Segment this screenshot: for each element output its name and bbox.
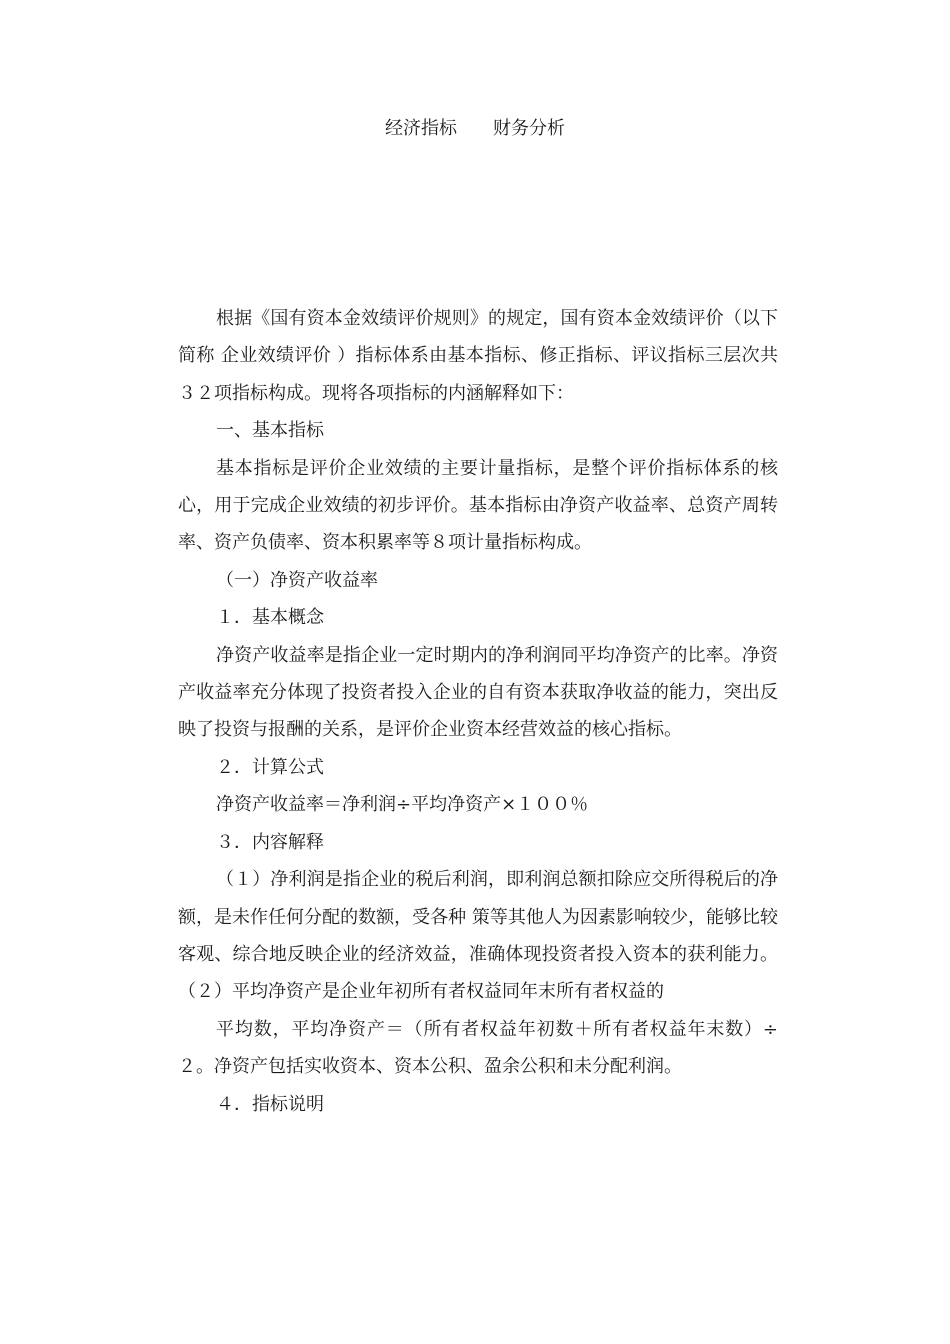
paragraph-intro: 根据《国有资本金效绩评价规则》的规定，国有资本金效绩评价（以下简称 企业效绩评价 ）指标体系由基本指标、修正指标、评议指标三层次共３２项指标构成。现将各项指标的内涵解释如下： <box>178 308 778 404</box>
paragraph-formula: 净资产收益率＝净利润÷平均净资产×１００％ <box>216 794 589 816</box>
item-heading-basic-concept: １．基本概念 <box>216 607 324 629</box>
subsection-heading-roe: （一）净资产收益率 <box>216 569 378 591</box>
item-heading-content-explanation: ３．内容解释 <box>216 831 324 853</box>
paragraph-net-profit: （１）净利润是指企业的税后利润，即利润总额扣除应交所得税后的净额，是未作任何分配的数额，受各种 策等其他人为因素影响较少，能够比较客观、综合地反映企业的经济效益，准确体现投资者投入资本的获利能力。（２）平均净资产是企业年初所有者权益同年末所有者权益的 <box>178 869 778 1003</box>
paragraph-average-net-assets: 平均数，平均净资产＝（所有者权益年初数＋所有者权益年末数）÷２。净资产包括实收资本、资本公积、盈余公积和未分配利润。 <box>178 1018 778 1078</box>
document-title: 经济指标 财务分析 <box>385 118 565 139</box>
section-heading-basic-indicators: 一、基本指标 <box>216 420 324 442</box>
paragraph-roe-concept: 净资产收益率是指企业一定时期内的净利润同平均净资产的比率。净资产收益率充分体现了投资者投入企业的自有资本获取净收益的能力，突出反映了投资与报酬的关系，是评价企业资本经营效益的核心指标。 <box>178 644 778 741</box>
paragraph-basic-indicators: 基本指标是评价企业效绩的主要计量指标，是整个评价指标体系的核心，用于完成企业效绩的初步评价。基本指标由净资产收益率、总资产周转率、资产负债率、资本积累率等８项计量指标构成。 <box>178 457 778 554</box>
item-heading-formula: ２．计算公式 <box>216 756 324 778</box>
document-body <box>178 300 778 1123</box>
item-heading-indicator-notes: ４．指标说明 <box>216 1093 324 1115</box>
